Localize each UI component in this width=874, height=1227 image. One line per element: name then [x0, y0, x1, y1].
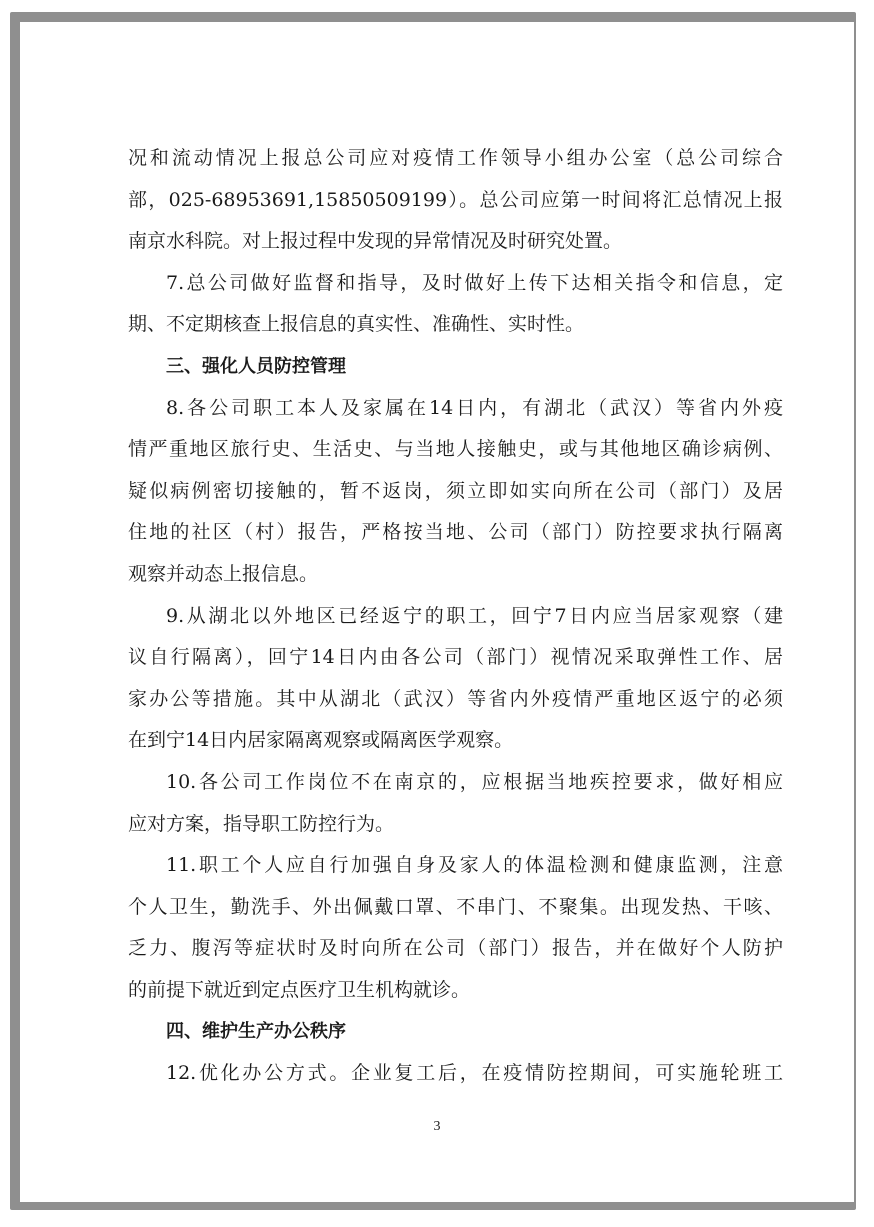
text-line: 观察并动态上报信息。 — [128, 562, 319, 585]
text-line: 个人卫生，勤洗手、外出佩戴口罩、不串门、不聚集。出现发热、干咳、 — [128, 895, 783, 918]
text-line: 期、不定期核查上报信息的真实性、准确性、实时性。 — [128, 313, 585, 336]
text-line: 的前提下就近到定点医疗卫生机构就诊。 — [128, 978, 471, 1001]
text-line: 住地的社区（村）报告，严格按当地、公司（部门）防控要求执行隔离 — [128, 521, 783, 544]
text-line: 8.各公司职工本人及家属在14日内，有湖北（武汉）等省内外疫 — [166, 396, 783, 419]
document-body — [128, 138, 783, 1095]
page-number: 3 — [433, 1119, 441, 1134]
text-line: 疑似病例密切接触的，暂不返岗，须立即如实向所在公司（部门）及居 — [128, 479, 783, 502]
text-line: 在到宁14日内居家隔离观察或隔离医学观察。 — [128, 729, 514, 752]
text-line: 12.优化办公方式。企业复工后，在疫情防控期间，可实施轮班工 — [166, 1062, 783, 1085]
text-line: 9.从湖北以外地区已经返宁的职工，回宁7日内应当居家观察（建 — [166, 604, 783, 627]
document-page — [20, 22, 854, 1202]
text-line: 况和流动情况上报总公司应对疫情工作领导小组办公室（总公司综合 — [128, 147, 783, 169]
text-line: 家办公等措施。其中从湖北（武汉）等省内外疫情严重地区返宁的必须 — [128, 687, 783, 710]
text-line: 10.各公司工作岗位不在南京的，应根据当地疾控要求，做好相应 — [166, 770, 783, 793]
text-line: 11.职工个人应自行加强自身及家人的体温检测和健康监测，注意 — [166, 854, 783, 877]
text-line: 乏力、腹泻等症状时及时向所在公司（部门）报告，并在做好个人防护 — [128, 937, 783, 960]
section-heading: 三、强化人员防控管理 — [166, 355, 346, 377]
text-line: 南京水科院。对上报过程中发现的异常情况及时研究处置。 — [128, 230, 623, 253]
text-line: 7.总公司做好监督和指导，及时做好上传下达相关指令和信息，定 — [166, 271, 783, 294]
text-line: 议自行隔离），回宁14日内由各公司（部门）视情况采取弹性工作、居 — [128, 646, 783, 669]
section-heading: 四、维护生产办公秩序 — [166, 1021, 346, 1043]
text-line: 应对方案，指导职工防控行为。 — [128, 812, 395, 835]
text-line: 部，025-68953691,15850509199）。总公司应第一时间将汇总情况上报 — [128, 188, 783, 211]
text-line: 情严重地区旅行史、生活史、与当地人接触史，或与其他地区确诊病例、 — [128, 438, 783, 461]
